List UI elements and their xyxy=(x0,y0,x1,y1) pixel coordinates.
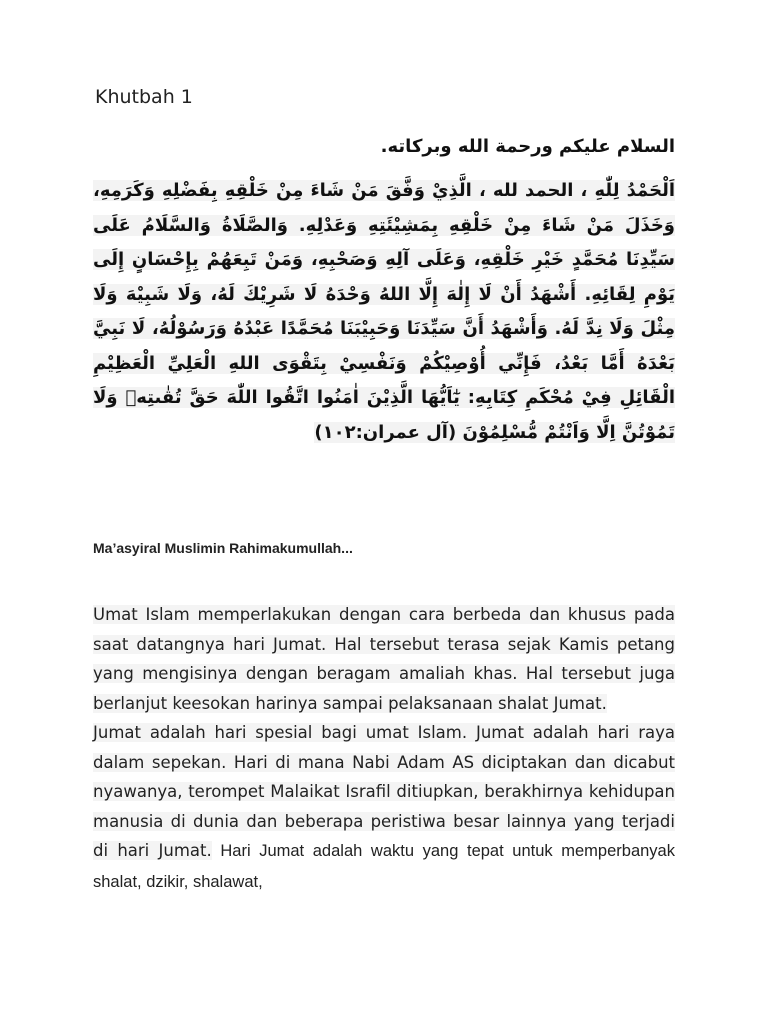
paragraph-1-text: Umat Islam memperlakukan dengan cara berbeda dan khusus pada saat datangnya hari Jumat. Hal tersebut terasa sejak Kamis petang yang mengisinya dengan beragam amaliah khas. Hal tersebut juga berlanjut keesokan harinya sampai pelaksanaan shalat Jumat. xyxy=(93,605,675,713)
paragraph-2 xyxy=(93,718,675,897)
arabic-opening-paragraph xyxy=(93,174,675,450)
body-text xyxy=(93,600,675,897)
paragraph-2-main-text: Jumat adalah hari spesial bagi umat Islam. Jumat adalah hari raya dalam sepekan. Hari di mana Nabi Adam AS diciptakan dan dicabut nyawanya, terompet Malaikat Israfil ditiupkan, berakhirnya kehidupan manusia di dunia dan beberapa peristiwa besar lainnya yang terjadi di hari Jumat. xyxy=(93,723,675,860)
greeting-subheading: Ma’asyiral Muslimin Rahimakumullah... xyxy=(93,540,353,556)
paragraph-1 xyxy=(93,600,675,718)
paragraph-2-tail-text: Hari Jumat adalah waktu yang tepat untuk memperbanyak shalat, dzikir, shalawat, xyxy=(93,842,675,891)
arabic-salam: السلام عليكم ورحمة الله وبركاته. xyxy=(380,136,675,157)
khutbah-heading: Khutbah 1 xyxy=(95,86,193,108)
arabic-opening-text: اَلْحَمْدُ لِلّٰهِ ، الحمد لله ، الَّذِيْ وَفَّقَ مَنْ شَاءَ مِنْ خَلْقِهِ بِفَضْلِهِ وَكَرَمِهِ، وَخَذَلَ مَنْ شَاءَ مِنْ خَلْقِهِ بِمَشِيْئَتِهِ وَعَدْلِهِ. وَالصَّلَاةُ وَالسَّلَامُ عَلَى سَيِّدِنَا مُحَمَّدٍ خَيْرِ خَلْقِهِ، وَعَلَى آلِهِ وَصَحْبِهِ، وَمَنْ تَبِعَهُمْ بِإِحْسَانٍ إِلَى يَوْمِ لِقَائِهِ. أَشْهَدُ أَنْ لَا إِلٰهَ إِلَّا اللهُ وَحْدَهُ لَا شَرِيْكَ لَهُ، وَلَا شَبِيْهَ وَلَا مِثْلَ وَلَا نِدَّ لَهُ. وَأَشْهَدُ أَنَّ سَيِّدَنَا وَحَبِيْبَنَا مُحَمَّدًا عَبْدُهُ وَرَسُوْلُهُ، لَا نَبِيَّ بَعْدَهُ أَمَّا بَعْدُ، فَإِنِّي أُوْصِيْكُمْ وَنَفْسِيْ بِتَقْوَى اللهِ الْعَلِيِّ الْعَظِيْمِ الْقَائِلِ فِيْ مُحْكَمِ كِتَابِهِ: يٰٓاَيُّهَا الَّذِيْنَ اٰمَنُوا اتَّقُوا اللّٰهَ حَقَّ تُقٰىتِهٖ وَلَا تَمُوْتُنَّ اِلَّا وَاَنْتُمْ مُّسْلِمُوْنَ (آل عمران:١٠٢) xyxy=(93,180,675,443)
